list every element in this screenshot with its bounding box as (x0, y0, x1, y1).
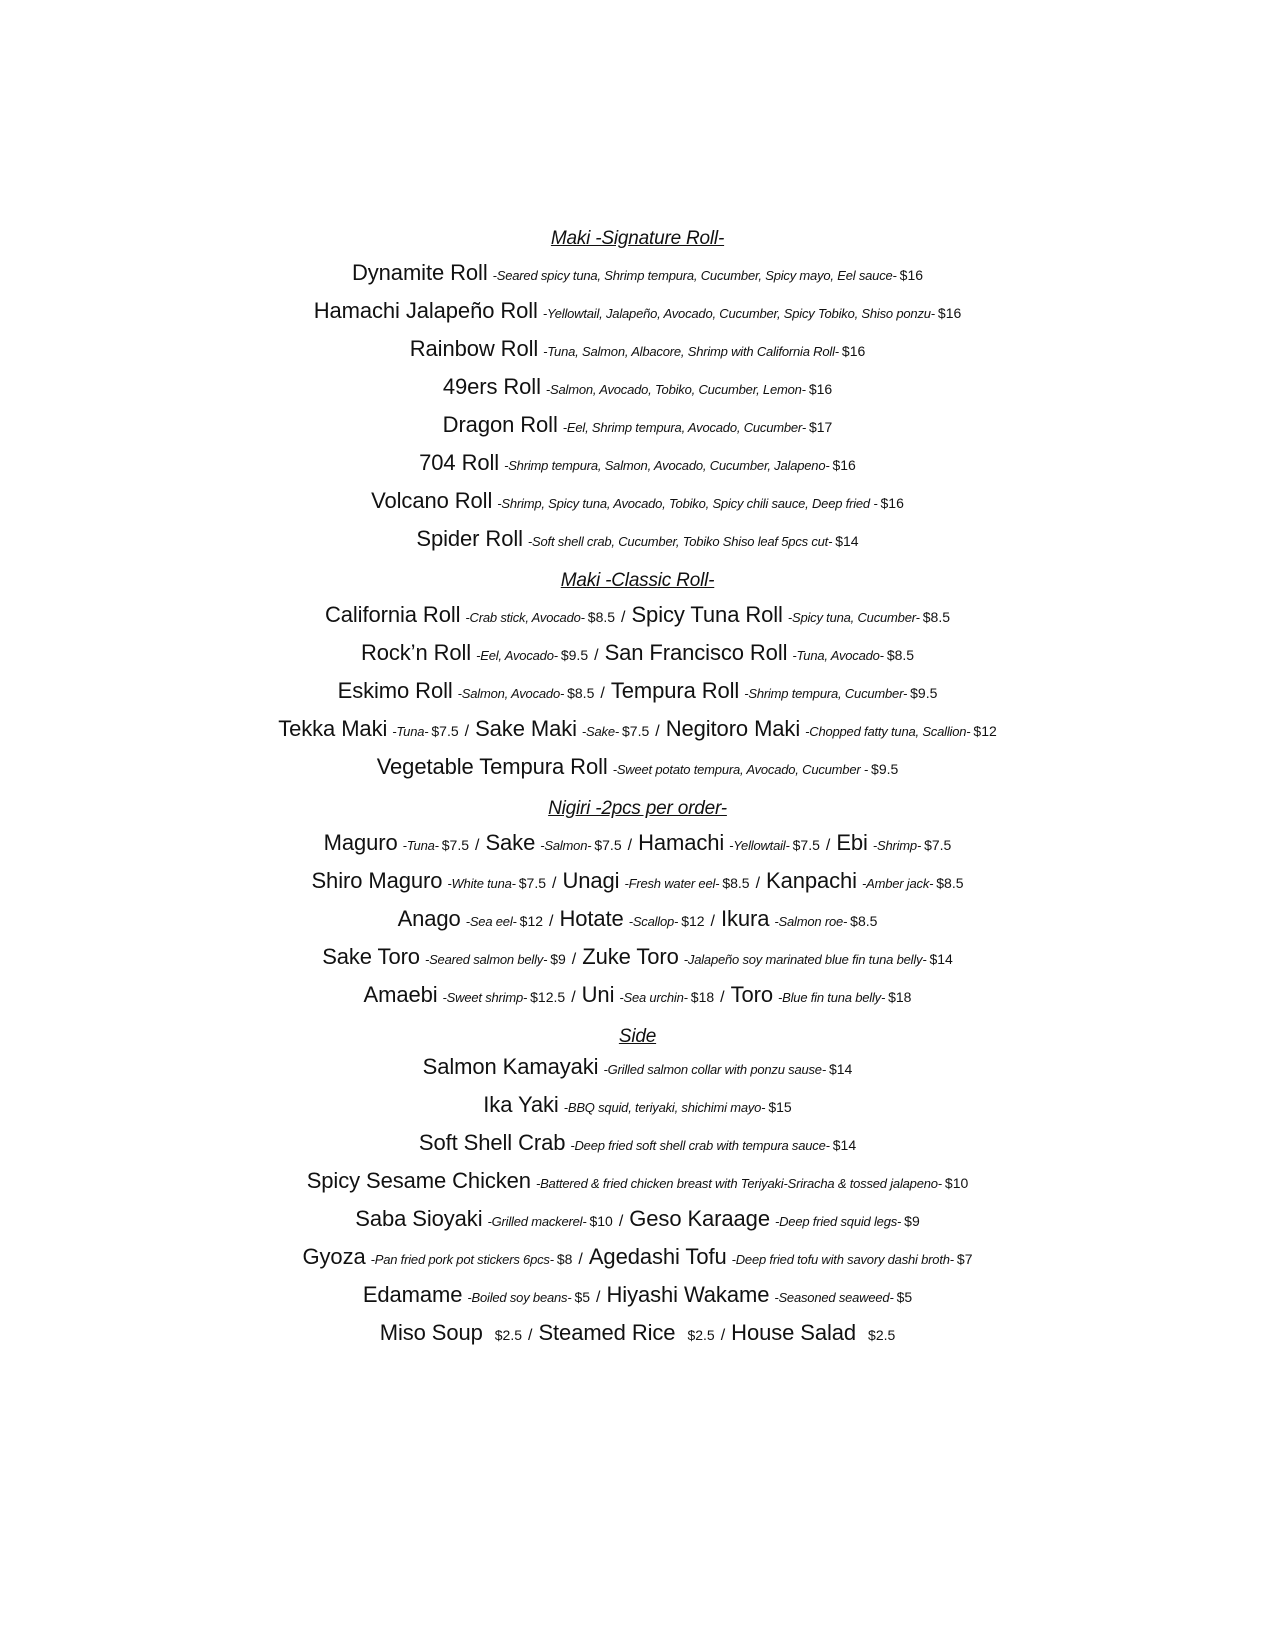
item-description: -Shrimp, Spicy tuna, Avocado, Tobiko, Spicy chili sauce, Deep fried - (497, 496, 878, 511)
item-name: Steamed Rice (538, 1320, 676, 1345)
item-name: Sake (485, 830, 536, 855)
item-name: 704 Roll (419, 450, 500, 475)
item-price: $10 (589, 1213, 613, 1229)
item-name: Anago (397, 906, 461, 931)
section-title: Maki -Signature Roll- (550, 228, 725, 249)
item-separator: / (578, 1251, 583, 1268)
item-price: $7.5 (594, 837, 622, 853)
item-price: $14 (835, 533, 859, 549)
item-description: -Tuna- (392, 724, 429, 739)
item-name: 49ers Roll (442, 374, 541, 399)
menu-item (442, 374, 833, 399)
item-name: California Roll (324, 602, 461, 627)
menu-item (311, 868, 547, 893)
item-description: -Sake- (581, 724, 619, 739)
menu-item (376, 754, 899, 779)
item-price: $16 (880, 495, 904, 511)
item-description: -Tuna, Salmon, Albacore, Shrimp with California Roll- (543, 344, 839, 359)
item-name: Spider Roll (416, 526, 523, 551)
item-description: -BBQ squid, teriyaki, shichimi mayo- (563, 1100, 766, 1115)
item-price: $8.5 (936, 875, 964, 891)
item-description: -Grilled salmon collar with ponzu sause- (603, 1062, 826, 1077)
item-description: -Seared spicy tuna, Shrimp tempura, Cucumber, Spicy mayo, Eel sauce- (492, 268, 897, 283)
item-description: -Eel, Shrimp tempura, Avocado, Cucumber- (562, 420, 806, 435)
item-price: $7.5 (924, 837, 952, 853)
item-description: -Sweet potato tempura, Avocado, Cucumber - (612, 762, 869, 777)
menu-item (337, 678, 595, 703)
item-name: Tempura Roll (610, 678, 740, 703)
menu-line (0, 1124, 1275, 1162)
item-price: $5 (896, 1289, 913, 1305)
item-price: $2.5 (494, 1327, 523, 1343)
menu-line (0, 1238, 1275, 1276)
menu-item (562, 868, 750, 893)
menu-content (0, 226, 1275, 1352)
item-separator: / (475, 837, 480, 854)
menu-item (475, 716, 650, 741)
menu-item (631, 602, 951, 627)
menu-line (0, 1048, 1275, 1086)
item-price: $16 (832, 457, 856, 473)
item-description: -Eel, Avocado- (476, 648, 558, 663)
menu-line (0, 368, 1275, 406)
item-separator: / (755, 875, 761, 892)
menu-item (606, 1282, 913, 1307)
menu-item (278, 716, 459, 741)
menu-line (0, 482, 1275, 520)
menu-line (0, 1200, 1275, 1238)
item-separator: / (571, 951, 577, 968)
menu-item (629, 1206, 920, 1231)
item-price: $18 (888, 989, 912, 1005)
item-name: Hamachi (638, 830, 725, 855)
menu-line (0, 330, 1275, 368)
menu-item (362, 1282, 591, 1307)
item-separator: / (600, 685, 605, 702)
item-name: Maguro (323, 830, 398, 855)
item-price: $9.5 (910, 685, 938, 701)
menu-item (638, 830, 820, 855)
item-price: $7 (956, 1251, 973, 1267)
item-price: $7.5 (518, 875, 547, 891)
menu-item (363, 982, 566, 1007)
item-description: -White tuna- (447, 876, 516, 891)
item-description: -Blue fin tuna belly- (778, 990, 886, 1005)
item-price: $12 (681, 913, 705, 929)
menu-line (0, 1086, 1275, 1124)
item-price: $18 (690, 989, 715, 1005)
item-name: Unagi (562, 868, 620, 893)
item-price: $5 (574, 1289, 591, 1305)
item-description: -Shrimp tempura, Salmon, Avocado, Cucumber, Jalapeno- (504, 458, 830, 473)
item-price: $17 (808, 419, 833, 435)
item-name: Geso Karaage (629, 1206, 770, 1231)
item-description: -Pan fried pork pot stickers 6pcs- (370, 1252, 554, 1267)
menu-item (538, 1320, 715, 1345)
item-name: Tekka Maki (278, 716, 388, 741)
item-description: -Yellowtail- (729, 838, 790, 853)
item-description: -Tuna- (402, 838, 439, 853)
item-name: San Francisco Roll (604, 640, 788, 665)
item-name: Gyoza (302, 1244, 366, 1269)
item-name: Hamachi Jalapeño Roll (313, 298, 538, 323)
item-description: -Seasoned seaweed- (774, 1290, 894, 1305)
menu-item (351, 260, 924, 285)
item-separator: / (571, 989, 576, 1006)
menu-line (0, 976, 1275, 1014)
menu-item (665, 716, 997, 741)
item-name: Soft Shell Crab (418, 1130, 566, 1155)
menu-item (582, 944, 953, 969)
item-price: $8.5 (567, 685, 595, 701)
menu-item (322, 944, 566, 969)
item-name: Dragon Roll (442, 412, 558, 437)
item-price: $8.5 (850, 913, 878, 929)
item-name: Shiro Maguro (311, 868, 443, 893)
item-name: Rock’n Roll (360, 640, 472, 665)
menu-item (360, 640, 589, 665)
menu-item (419, 450, 856, 475)
item-price: $8.5 (722, 875, 750, 891)
item-description: -Salmon, Avocado, Tobiko, Cucumber, Lemon- (545, 382, 806, 397)
menu-line (0, 710, 1275, 748)
menu-line (0, 634, 1275, 672)
item-description: -Tuna, Avocado- (792, 648, 884, 663)
menu-line (0, 520, 1275, 558)
item-description: -Crab stick, Avocado- (465, 610, 585, 625)
item-description: -Deep fried tofu with savory dashi broth- (731, 1252, 954, 1267)
item-name: Ikura (721, 906, 770, 931)
menu-line (0, 1314, 1275, 1352)
menu-item (483, 1092, 792, 1117)
item-name: Spicy Tuna Roll (631, 602, 783, 627)
item-name: Ika Yaki (483, 1092, 559, 1117)
item-separator: / (720, 989, 725, 1006)
item-price: $9.5 (560, 647, 589, 663)
item-name: Hiyashi Wakame (606, 1282, 770, 1307)
item-price: $8.5 (922, 609, 951, 625)
menu-item (836, 830, 952, 855)
item-price: $7.5 (441, 837, 470, 853)
item-description: -Shrimp tempura, Cucumber- (744, 686, 908, 701)
item-separator: / (464, 723, 470, 740)
item-description: -Deep fried squid legs- (774, 1214, 902, 1229)
item-price: $9 (904, 1213, 920, 1229)
item-name: Rainbow Roll (409, 336, 539, 361)
item-price: $10 (944, 1175, 969, 1191)
item-name: Toro (730, 982, 773, 1007)
menu-line (0, 596, 1275, 634)
item-price: $16 (899, 267, 924, 283)
menu-line (0, 406, 1275, 444)
item-description: -Sea eel- (465, 914, 517, 929)
item-name: Dynamite Roll (351, 260, 488, 285)
item-description: -Fresh water eel- (624, 876, 720, 891)
item-price: $16 (808, 381, 833, 397)
item-description: -Spicy tuna, Cucumber- (787, 610, 920, 625)
menu-line (0, 824, 1275, 862)
item-description: -Salmon, Avocado- (457, 686, 565, 701)
item-name: Agedashi Tofu (588, 1244, 727, 1269)
item-separator: / (655, 723, 660, 740)
menu-line (0, 254, 1275, 292)
menu-line (0, 862, 1275, 900)
menu-line (0, 938, 1275, 976)
menu-item (485, 830, 622, 855)
menu-item (418, 1130, 857, 1155)
menu-line (0, 292, 1275, 330)
item-separator: / (549, 913, 554, 930)
item-price: $8.5 (886, 647, 915, 663)
item-description: -Chopped fatty tuna, Scallion- (805, 724, 971, 739)
item-separator: / (528, 1327, 533, 1344)
item-separator: / (825, 837, 831, 854)
item-description: -Soft shell crab, Cucumber, Tobiko Shiso leaf 5pcs cut- (527, 534, 833, 549)
section-title: Side (618, 1026, 657, 1047)
menu-item (324, 602, 616, 627)
item-price: $14 (832, 1137, 857, 1153)
menu-line (0, 444, 1275, 482)
item-name: Salmon Kamayaki (422, 1054, 599, 1079)
item-name: Amaebi (363, 982, 438, 1007)
item-price: $9.5 (871, 761, 899, 777)
menu-item (416, 526, 859, 551)
menu-item (721, 906, 878, 931)
item-name: Miso Soup (379, 1320, 483, 1345)
item-description: -Seared salmon belly- (424, 952, 548, 967)
item-separator: / (627, 837, 633, 854)
item-name: Uni (581, 982, 615, 1007)
item-name: Vegetable Tempura Roll (376, 754, 608, 779)
item-description: -Battered & fried chicken breast with Teriyaki-Sriracha & tossed jalapeno- (535, 1176, 942, 1191)
item-price: $16 (841, 343, 866, 359)
item-name: Ebi (836, 830, 868, 855)
item-name: Hotate (559, 906, 624, 931)
item-price: $2.5 (868, 1327, 896, 1343)
menu-line (0, 900, 1275, 938)
item-price: $12 (973, 723, 997, 739)
item-name: Spicy Sesame Chicken (306, 1168, 531, 1193)
menu-line (0, 672, 1275, 710)
menu-item (313, 298, 962, 323)
menu-item (379, 1320, 523, 1345)
section-title: Maki -Classic Roll- (560, 570, 715, 591)
menu-line (0, 1162, 1275, 1200)
item-name: Sake Toro (322, 944, 420, 969)
item-price: $7.5 (622, 723, 650, 739)
menu-item (422, 1054, 853, 1079)
menu-item (766, 868, 964, 893)
menu-line (0, 1276, 1275, 1314)
item-name: House Salad (731, 1320, 857, 1345)
menu-line (0, 748, 1275, 786)
menu-item (306, 1168, 969, 1193)
item-price: $7.5 (431, 723, 459, 739)
menu-item (302, 1244, 573, 1269)
menu-item (559, 906, 705, 931)
menu-item (604, 640, 915, 665)
item-description: -Sea urchin- (619, 990, 688, 1005)
item-description: -Shrimp- (872, 838, 922, 853)
section-title: Nigiri -2pcs per order- (548, 798, 727, 819)
menu-item (731, 1320, 896, 1345)
item-description: -Yellowtail, Jalapeño, Avocado, Cucumber, Spicy Tobiko, Shiso ponzu- (542, 306, 935, 321)
item-name: Volcano Roll (371, 488, 493, 513)
menu-item (610, 678, 938, 703)
item-price: $12 (519, 913, 544, 929)
menu-item (371, 488, 904, 513)
item-description: -Salmon- (540, 838, 592, 853)
item-price: $12.5 (530, 989, 566, 1005)
item-price: $2.5 (687, 1327, 715, 1343)
item-description: -Amber jack- (861, 876, 934, 891)
item-price: $14 (828, 1061, 853, 1077)
item-description: -Salmon roe- (774, 914, 848, 929)
item-description: -Sweet shrimp- (442, 990, 528, 1005)
item-name: Eskimo Roll (337, 678, 453, 703)
menu-item (397, 906, 544, 931)
menu-item (355, 1206, 613, 1231)
item-separator: / (618, 1213, 624, 1230)
menu-item (442, 412, 833, 437)
item-name: Saba Sioyaki (355, 1206, 483, 1231)
item-separator: / (596, 1289, 601, 1306)
item-price: $9 (550, 951, 566, 967)
item-separator: / (552, 875, 557, 892)
menu-item (581, 982, 715, 1007)
item-name: Sake Maki (475, 716, 577, 741)
item-price: $8.5 (587, 609, 616, 625)
item-description: -Deep fried soft shell crab with tempura sauce- (570, 1138, 830, 1153)
item-price: $16 (937, 305, 962, 321)
item-separator: / (720, 1327, 726, 1344)
item-name: Kanpachi (766, 868, 857, 893)
item-price: $15 (768, 1099, 792, 1115)
menu-item (409, 336, 866, 361)
item-separator: / (621, 609, 626, 626)
menu-item (588, 1244, 973, 1269)
item-description: -Boiled soy beans- (467, 1290, 572, 1305)
item-description: -Scallop- (628, 914, 679, 929)
item-separator: / (710, 913, 715, 930)
menu-item (323, 830, 470, 855)
item-description: -Jalapeño soy marinated blue fin tuna belly- (683, 952, 927, 967)
item-name: Zuke Toro (582, 944, 679, 969)
item-name: Negitoro Maki (665, 716, 801, 741)
item-name: Edamame (362, 1282, 463, 1307)
item-price: $14 (929, 951, 953, 967)
item-price: $8 (556, 1251, 573, 1267)
item-price: $7.5 (792, 837, 820, 853)
item-separator: / (594, 647, 599, 664)
item-description: -Grilled mackerel- (487, 1214, 587, 1229)
menu-item (730, 982, 912, 1007)
